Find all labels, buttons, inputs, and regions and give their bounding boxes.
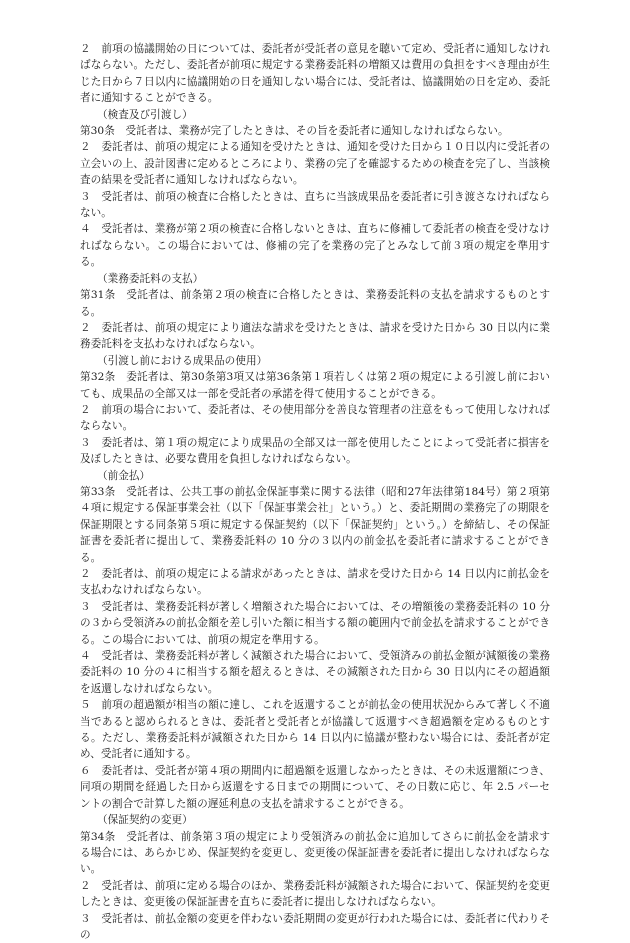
section-heading: （引渡し前における成果品の使用） <box>96 354 268 367</box>
paragraph: ５ 前項の超過額が相当の額に達し、これを返還することが前払金の使用状況からみて著しく不適当であると認められるときは、委託者と受託者とが協議して返還すべき超過額を定めるものとする。ただし、業務委託料が減額された日から 14 日以内に協議が整わない場合には、委託者が定め、受託者に通知する。 <box>80 699 550 761</box>
paragraph: 第30条 受託者は、業務が完了したときは、その旨を委託者に通知しなければならない。 <box>80 125 509 138</box>
paragraph: 第32条 委託者は、第30条第3項又は第36条第１項若しくは第２項の規定による引渡し前においても、成果品の全部又は一部を受託者の承諾を得て使用することができる。 <box>80 371 550 400</box>
paragraph: ３ 受託者は、業務委託料が著しく増額された場合においては、その増額後の業務委託料の 10 分の３から受領済みの前払金額を差し引いた額に相当する額の範囲内で前金払を請求することができる。この場合においては、前項の規定を準用する。 <box>80 600 550 646</box>
paragraph: ２ 委託者は、前項の規定による請求があったときは、請求を受けた日から 14 日以内に前払金を支払わなければならない。 <box>80 568 550 597</box>
paragraph: 第34条 受託者は、前条第３項の規定により受領済みの前払金に追加してさらに前払金を請求する場合には、あらかじめ、保証契約を変更し、変更後の保証証書を委託者に提出しなければならない。 <box>80 830 550 876</box>
paragraph: ２ 委託者は、前項の規定による通知を受けたときは、通知を受けた日から１０日以内に受託者の立会いの上、設計図書に定めるところにより、業務の完了を確認するための検査を完了し、当該検査の結果を受託者に通知しなければならない。 <box>80 141 550 187</box>
paragraph: ４ 受託者は、業務が第２項の検査に合格しないときは、直ちに修補して委託者の検査を受けなければならない。この場合においては、修補の完了を業務の完了とみなして前３項の規定を準用する。 <box>80 223 550 269</box>
paragraph: 第31条 受託者は、前条第２項の検査に合格したときは、業務委託料の支払を請求するものとする。 <box>80 289 550 318</box>
paragraph: ３ 委託者は、第１項の規定により成果品の全部又は一部を使用したことによって受託者に損害を及ぼしたときは、必要な費用を負担しなければならない。 <box>80 436 550 466</box>
section-heading: （業務委託料の支払） <box>96 272 204 285</box>
paragraph: ２ 委託者は、前項の規定により適法な請求を受けたときは、請求を受けた日から 30 日以内に業務委託料を支払わなければならない。 <box>80 321 550 351</box>
section-heading: （検査及び引渡し） <box>96 108 193 121</box>
paragraph: ４ 受託者は、業務委託料が著しく減額された場合において、受領済みの前払金額が減額後の業務委託料の 10 分の４に相当する額を超えるときは、その減額された日から 30 日以内にその超過額を返還しなければならない。 <box>80 650 550 695</box>
paragraph: ６ 委託者は、受託者が第４項の期間内に超過額を返還しなかったときは、その未返還額につき、同項の期間を経過した日から返還をする日までの期間について、その日数に応じ、年 2.5 パーセントの割合で計算した額の遅延利息の支払を請求することができる。 <box>80 764 550 810</box>
paragraph: ３ 受託者は、前項の検査に合格したときは、直ちに当該成果品を委託者に引き渡さなければならない。 <box>80 190 550 220</box>
paragraph: ３ 受託者は、前払金額の変更を伴わない委託期間の変更が行われた場合には、委託者に代わりその <box>80 912 550 941</box>
paragraph: ２ 前項の場合において、委託者は、その使用部分を善良な管理者の注意をもって使用しなければならない。 <box>80 403 550 433</box>
paragraph: ２ 受託者は、前項に定める場合のほか、業務委託料が減額された場合において、保証契約を変更したときは、変更後の保証証書を直ちに委託者に提出しなければならない。 <box>80 879 550 909</box>
paragraph: 第33条 受託者は、公共工事の前払金保証事業に関する法律（昭和27年法律第184号）第２項第４項に規定する保証事業会社（以下「保証事業会社」という。）と、委託期間の業務完了の期限を保証期限とする同条第５項に規定する保証契約（以下「保証契約」という。）を締結し、その保証証書を委託者に提出して、業務委託料の 10 分の３以内の前金払を委託者に請求することができる。 <box>80 485 550 564</box>
section-heading: （保証契約の変更） <box>96 814 193 827</box>
paragraph: ２ 前項の協議開始の日については、委託者が受託者の意見を聴いて定め、受託者に通知しなければならない。ただし、委託者が前項に規定する業務委託料の増額又は費用の負担をすべき理由が生じた日から７日以内に協議開始の日を通知しない場合には、受託者は、協議開始の日を定め、委託者に通知することができる。 <box>80 43 550 105</box>
section-heading: （前金払） <box>96 469 151 482</box>
